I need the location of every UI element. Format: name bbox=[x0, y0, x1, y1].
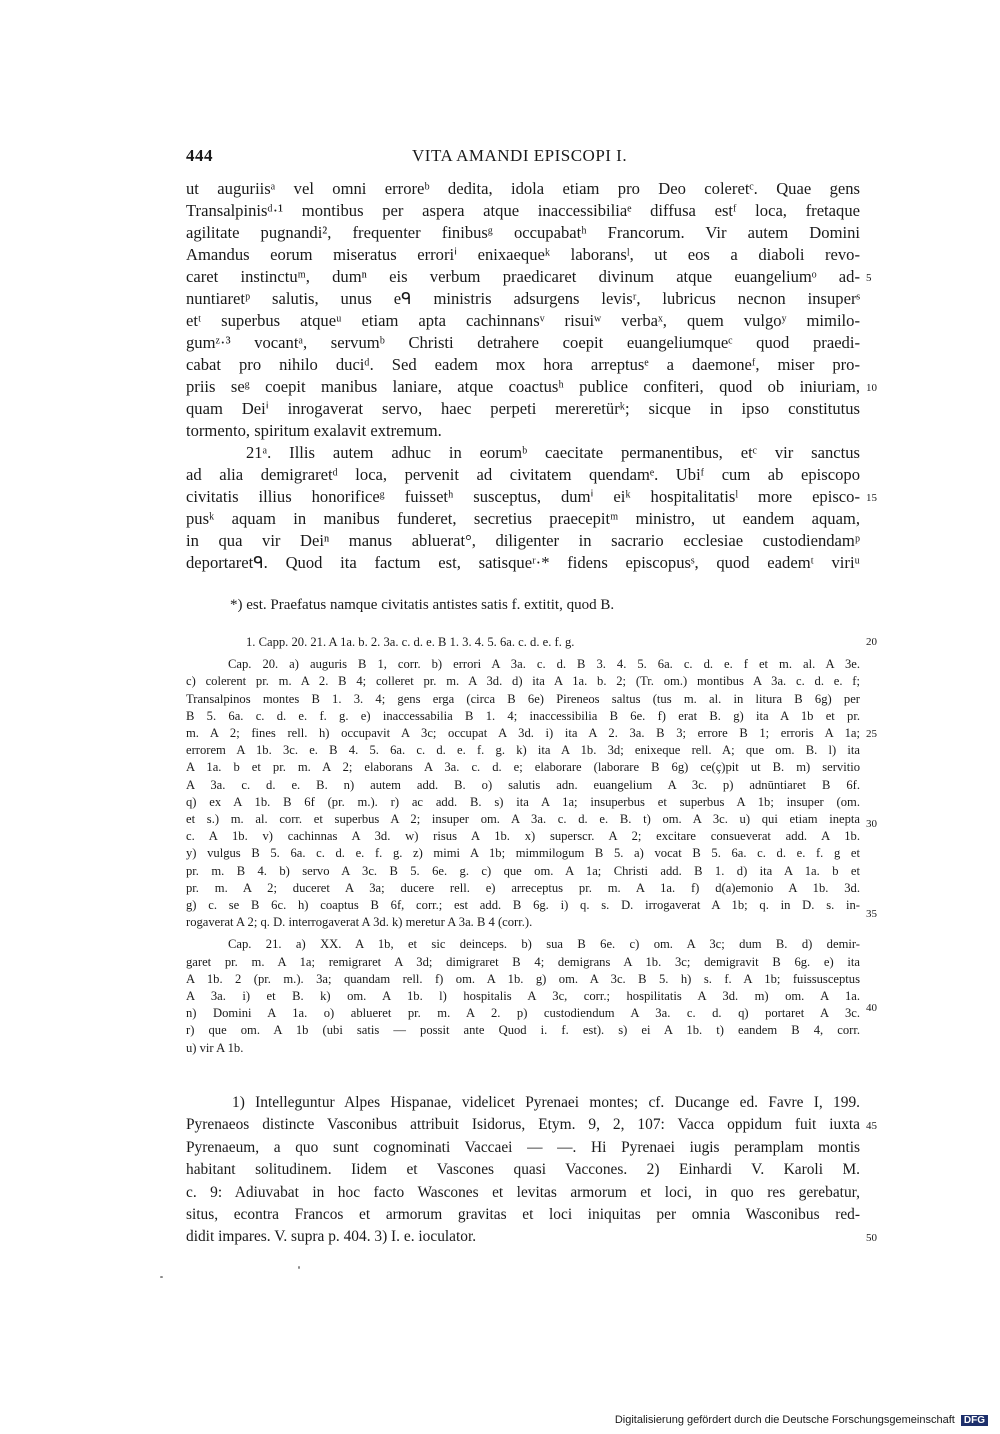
body-line: caret instinctuᵐ, dumⁿ eis verbum praedicaret divinum atque euangeliumᵒ ad- bbox=[186, 267, 860, 286]
apparatus-line: A 1b. 2 (pr. m.). 3a; quandam rell. f) om. A 1b. g) om. A 3c. B 5. h) s. f. A 1b; fuissusceptus bbox=[186, 971, 860, 986]
body-line: 21ᵃ. Illis autem adhuc in eorumᵇ caecitate permanentibus, etᶜ vir sanctus bbox=[246, 443, 860, 462]
digitization-colophon bbox=[588, 1414, 988, 1428]
apparatus-line: m. A 2; fines rell. h) occupavit A 3c; occupat A 3d. i) ita A 2. 3a. B 3; errore B 1; erroris A 1a; bbox=[186, 726, 860, 741]
apparatus-line: garet pr. m. A 1a; remigraret A 3d; dimigraret B 4; demigrans A 1b. 3c; demigravit B 6g. e) ita bbox=[186, 954, 860, 969]
footnote-line: c. 9: Adiuvabat in hoc facto Wascones et levitas armorum et loci, in quo res gerebatur, bbox=[186, 1183, 860, 1201]
apparatus-line: Cap. 21. a) XX. A 1b, et sic deinceps. b) sua B 6e. c) om. A 3c; dum B. d) demir- bbox=[228, 937, 860, 952]
footnotes bbox=[186, 1092, 860, 1249]
body-line: Amandus eorum miseratus erroriⁱ enixaequeᵏ laboransˡ, ut eos a diaboli revo- bbox=[186, 245, 860, 264]
critical-apparatus bbox=[186, 634, 860, 1062]
apparatus-line: u) vir A 1b. bbox=[186, 1040, 244, 1055]
line-number: 10 bbox=[866, 382, 877, 394]
colophon-text: Digitalisierung gefördert durch die Deutsche Forschungsgemeinschaft bbox=[614, 1414, 955, 1426]
apparatus-line: Transalpinos montes B 1. 3. 4; gens erga (circa B 6e) Pireneos saltus (tus m. al. in litura B 6g) per bbox=[186, 691, 860, 706]
apparatus-line: et s.) m. al. corr. et superbus A 2; insuper om. A 3a. c. d. e. B. t) om. A 3c. u) qui etiam inepta bbox=[186, 812, 860, 827]
apparatus-line: q) ex A 1b. B 6f (pr. m.). r) ac add. B. s) ita A 1a; insuperbus et superbus A 1b; insuper (om. bbox=[186, 794, 860, 809]
body-line: nuntiaretᵖ salutis, unus eᑫ ministris adsurgens levisʳ, lubricus necnon insuperˢ bbox=[186, 289, 860, 308]
footnote-line: situs, econtra Francos et armorum gravitas et loci iniquitas per omnia Wasconibus red- bbox=[186, 1206, 860, 1224]
body-line: tormento, spiritum exalavit extremum. bbox=[186, 421, 442, 440]
apparatus-line: c. A 1b. v) cachinnas A 3d. w) risus A 1b. x) superscr. A 2; excitare consueverat add. A 1b. bbox=[186, 829, 860, 844]
line-number: 5 bbox=[866, 272, 872, 284]
apparatus-line: A 3a. c. d. e. B. n) autem add. B. o) salutis adn. euangelium A 3c. p) adnūntiaret B 6f. bbox=[186, 777, 860, 792]
page-number: 444 bbox=[186, 146, 213, 165]
line-number: 20 bbox=[866, 636, 877, 648]
scan-speck bbox=[298, 1266, 300, 1269]
body-line: quam Deiⁱ inrogaverat servo, haec perpeti mereretürᵏ; sicque in ipso constitutus bbox=[186, 399, 860, 418]
line-number: 50 bbox=[866, 1232, 877, 1244]
footnote-line: Pyrenaeum, a quo sunt cognominati Vaccaei — —. Hi Pyrenaei iugis peramplam montis bbox=[186, 1138, 860, 1156]
body-line: ut auguriisᵃ vel omni erroreᵇ dedita, idola etiam pro Deo coleretᶜ. Quae gens bbox=[186, 179, 860, 198]
apparatus-line: rogaverat A 2; q. D. interrogaverat A 3d. k) meretur A 3a. B 4 (corr.). bbox=[186, 915, 533, 930]
body-line: civitatis illius honorificeᵍ fuissetʰ susceptus, dumⁱ eiᵏ hospitalitatisˡ more episco- bbox=[186, 487, 860, 506]
body-line: deportaretᑫ. Quod ita factum est, satisqueʳ·* fidens episcopusˢ, quod eademᵗ viriᵘ bbox=[186, 553, 860, 572]
apparatus-line: Cap. 20. a) auguris B 1, corr. b) errori A 3a. c. d. B 3. 4. 5. 6a. c. d. e. f et m. al. A 3e. bbox=[228, 657, 860, 672]
body-line: in qua vir Deiⁿ manus abluerat°, diligenter in sacrario ecclesiae custodiendamᵖ bbox=[186, 531, 860, 550]
line-number: 30 bbox=[866, 818, 877, 830]
body-line: pusᵏ aquam in manibus funderet, secretius praecepitᵐ ministro, ut eandem aquam, bbox=[186, 509, 860, 528]
dfg-logo: DFG bbox=[961, 1415, 988, 1426]
apparatus-line: pr. m. B 4. b) servo A 3c. B 5. 6e. g. c) que om. A 1a; Christi add. B 1. d) ita A 1a. b et bbox=[186, 863, 860, 878]
footnote-line: habitant solitudinem. Iidem et Vascones quasi Vaccones. 2) Einhardi V. Karoli M. bbox=[186, 1161, 860, 1179]
line-number: 45 bbox=[866, 1120, 877, 1132]
running-header bbox=[186, 146, 860, 168]
apparatus-line-numbers bbox=[866, 630, 896, 1014]
apparatus-line: y) vulgus B 5. 6a. c. d. e. f. g. z) mimi A 1b; mimmilogum B 5. a) vocat B 5. 6a. c. d. e. f. g et bbox=[186, 846, 860, 861]
body-line: Transalpinisᵈ·¹ montibus per aspera atque inaccessibiliaᵉ diffusa estᶠ loca, fretaque bbox=[186, 201, 860, 220]
line-number: 15 bbox=[866, 492, 877, 504]
main-text bbox=[186, 178, 860, 574]
apparatus-line: B 5. 6a. c. d. e. f. g. e) inaccessabilia B 1. 4; inaccessibilia B 6e. f) erat B. g) ita A 1b et pr. bbox=[186, 708, 860, 723]
apparatus-line: A 3a. i) et B. k) om. A 1b. l) hospitalis A 3c, corr.; hospilitatis A 3d. m) om. A 1a. bbox=[186, 989, 860, 1004]
asterisk-note: *) est. Praefatus namque civitatis antistes satis f. extitit, quod B. bbox=[230, 597, 615, 613]
footnote-line-numbers bbox=[866, 1092, 896, 1252]
running-title: VITA AMANDI EPISCOPI I. bbox=[412, 146, 628, 165]
apparatus-line: c) colerent pr. m. A 2. B 4; colleret pr. m. A 3d. d) ita A 1a. b. 2; (Tr. om.) montibus A 3a. c. d. e. f; bbox=[186, 674, 860, 689]
line-number: 25 bbox=[866, 728, 877, 740]
apparatus-line: g) c. se B 6c. h) coaptus B 6f, corr.; est add. B 6g. i) q. s. D. irrogaverat A 1b; q. in D. s. in- bbox=[186, 898, 860, 913]
line-number: 40 bbox=[866, 1002, 877, 1014]
footnote-line: Pyrenaeos distincte Vasconibus attribuit Isidorus, Etym. 9, 2, 107: Vacca oppidum fuit iuxta bbox=[186, 1116, 860, 1134]
body-line: priis seᵍ coepit manibus laniare, atque coactusʰ publice confiteri, quod ob iniuriam, bbox=[186, 377, 860, 396]
footnote-line: didit impares. V. supra p. 404. 3) I. e. ioculator. bbox=[186, 1228, 477, 1246]
apparatus-line: n) Domini A 1a. o) ablueret pr. m. A 2. p) custodiendum A 3a. c. d. q) portaret A 3c. bbox=[186, 1006, 860, 1021]
body-line: ad alia demigraretᵈ loca, pervenit ad civitatem quendamᵉ. Ubiᶠ cum ab episcopo bbox=[186, 465, 860, 484]
apparatus-line: 1. Capp. 20. 21. A 1a. b. 2. 3a. c. d. e. B 1. 3. 4. 5. 6a. c. d. e. f. g. bbox=[246, 635, 575, 649]
body-line: agilitate pugnandi², frequenter finibusᵍ occupabatʰ Francorum. Vir autem Domini bbox=[186, 223, 860, 242]
apparatus-line: pr. m. A 2; duceret A 3a; ducere rell. e) arreceptus pr. m. A 1a. f) d(a)emonio A 1b. 3d. bbox=[186, 880, 860, 895]
apparatus-line: errorem A 1b. 3c. e. B 4. 5. 6a. c. d. e. f. g. k) ita A 1b. 3d; enixeque rell. A; que om. B. l) ita bbox=[186, 743, 860, 758]
apparatus-line: A 1a. b et pr. m. A 2; elaborans A 3a. c. d. e; elaborare (laborare B 6g) ce(ç)pit ut B. m) servitio bbox=[186, 760, 860, 775]
body-line: etᵗ superbus atqueᵘ etiam apta cachinnansᵛ risuiʷ verbaˣ, quem vulgoʸ mimilo- bbox=[186, 311, 860, 330]
line-number: 35 bbox=[866, 908, 877, 920]
body-line: gumᶻ·³ vocantᵃ, servumᵇ Christi detrahere coepit euangeliumqueᶜ quod praedi- bbox=[186, 333, 860, 352]
apparatus-line: r) que om. A 1b (ubi satis — possit ante Quod i. f. est). s) ei A 1b. t) eandem B 4, corr. bbox=[186, 1023, 860, 1038]
scan-speck bbox=[160, 1276, 163, 1278]
body-line: cabat pro nihilo duciᵈ. Sed eadem mox hora arreptusᵉ a daemoneᶠ, miser pro- bbox=[186, 355, 860, 374]
footnote-line: 1) Intelleguntur Alpes Hispanae, videlicet Pyrenaei montes; cf. Ducange ed. Favre I, 199. bbox=[232, 1094, 860, 1111]
body-line-numbers bbox=[866, 0, 896, 600]
